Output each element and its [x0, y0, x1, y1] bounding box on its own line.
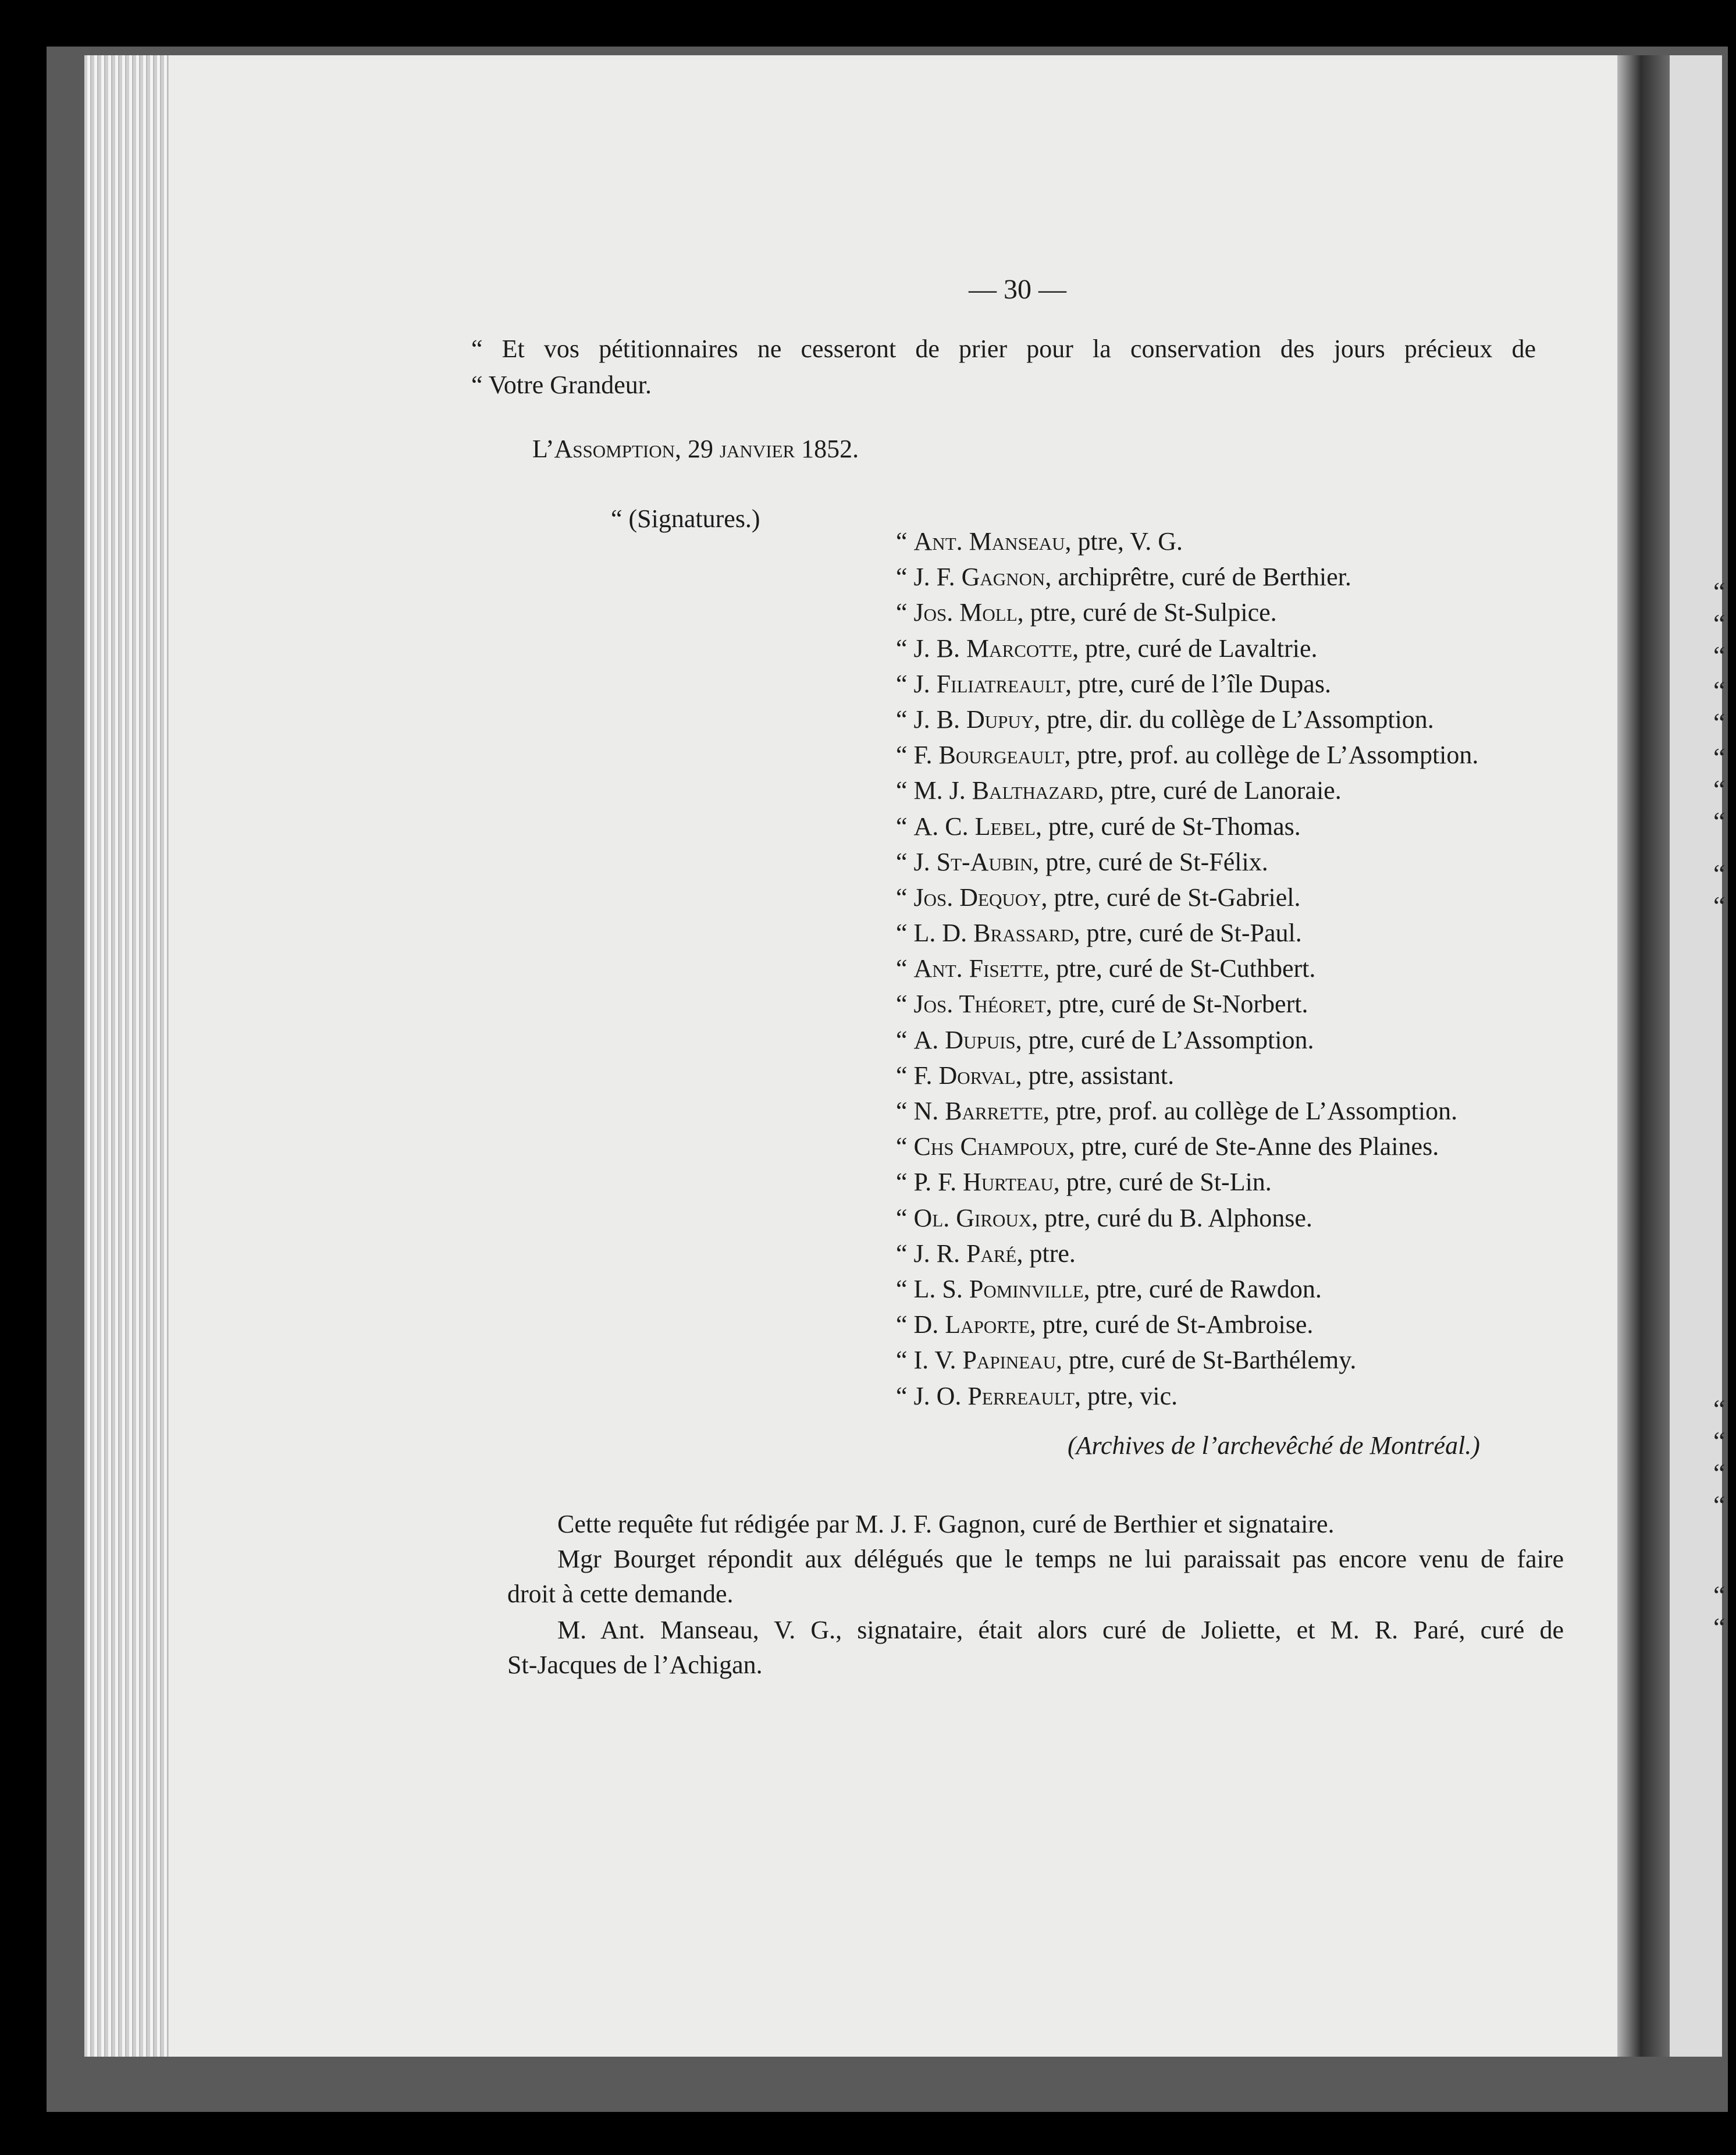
- signatory-name: L. D. Brassard: [913, 919, 1074, 948]
- signatory-role: , ptre, curé de St-Lin.: [1053, 1168, 1272, 1197]
- signature-line: [896, 1200, 1478, 1236]
- signature-line: [896, 737, 1478, 773]
- quote-mark: “: [896, 1203, 914, 1232]
- book-gutter: [1617, 55, 1670, 2057]
- closing-line-2: “ Votre Grandeur.: [471, 371, 652, 399]
- signature-line: [896, 1022, 1478, 1058]
- signature-line: [896, 1307, 1478, 1342]
- quote-mark: “: [896, 1310, 914, 1339]
- signatory-name: Jos. Dequoy: [913, 883, 1041, 912]
- quote-mark: “: [896, 1346, 914, 1375]
- paragraph-line-5: St-Jacques de l’Achigan.: [507, 1651, 763, 1679]
- signature-line: [896, 1093, 1478, 1129]
- signature-line: [896, 1271, 1478, 1307]
- signatory-name: Ol. Giroux: [913, 1203, 1032, 1232]
- archive-source: (Archives de l’archevêché de Montréal.): [1068, 1431, 1480, 1460]
- paragraph-line-4: M. Ant. Manseau, V. G., signataire, était alors curé de Joliette, et M. R. Paré, curé de: [557, 1616, 1564, 1644]
- signatory-role: , ptre, curé de St-Félix.: [1033, 847, 1268, 876]
- signatory-role: , ptre, curé de Ste-Anne des Plaines.: [1068, 1132, 1439, 1161]
- signatory-role: , ptre, curé de St-Barthélemy.: [1056, 1346, 1357, 1375]
- signatory-role: , ptre, dir. du collège de L’Assomption.: [1034, 705, 1434, 734]
- quote-mark: “: [896, 812, 914, 841]
- signature-line: [896, 1129, 1478, 1164]
- quote-mark: “: [896, 919, 914, 948]
- signatory-name: L. S. Pominville: [913, 1274, 1084, 1303]
- quote-mark: “: [896, 883, 914, 912]
- signature-line: [896, 880, 1478, 915]
- signatory-role: , ptre, curé du B. Alphonse.: [1031, 1203, 1312, 1232]
- facing-quote-mark: “: [1713, 1490, 1726, 1520]
- signatory-name: J. St-Aubin: [913, 847, 1033, 876]
- signature-line: [896, 631, 1478, 666]
- quote-mark: “: [896, 741, 914, 770]
- signatory-name: Jos. Théoret: [913, 990, 1046, 1019]
- signatory-role: , ptre, curé de l’île Dupas.: [1065, 669, 1331, 698]
- page-number: — 30 —: [969, 274, 1066, 305]
- signatory-role: , ptre, curé de St-Thomas.: [1036, 812, 1301, 841]
- signatory-role: , ptre.: [1016, 1239, 1076, 1268]
- signatory-role: , ptre, assistant.: [1015, 1061, 1175, 1090]
- quote-mark: “: [896, 990, 914, 1019]
- signatory-name: Jos. Moll: [913, 598, 1018, 627]
- page-edges: [84, 55, 172, 2057]
- signature-line: [896, 951, 1478, 986]
- signature-line: [896, 559, 1478, 595]
- facing-quote-mark: “: [1713, 1612, 1726, 1642]
- quote-mark: “: [896, 1025, 914, 1054]
- signature-line: [896, 986, 1478, 1022]
- paragraph-line-3: droit à cette demande.: [507, 1580, 734, 1608]
- signatory-name: D. Laporte: [913, 1310, 1030, 1339]
- signatory-role: , ptre, curé de St-Gabriel.: [1041, 883, 1301, 912]
- quote-mark: “: [896, 954, 914, 983]
- signatory-name: J. O. Perreault: [913, 1381, 1075, 1410]
- signature-line: [896, 1236, 1478, 1271]
- signatory-role: , archiprêtre, curé de Berthier.: [1045, 563, 1351, 592]
- signatures-label: “ (Signatures.): [611, 504, 760, 533]
- signatory-role: , ptre, curé de L’Assomption.: [1015, 1025, 1314, 1054]
- signatory-name: J. R. Paré: [913, 1239, 1017, 1268]
- facing-quote-mark: “: [1713, 609, 1726, 638]
- signatory-name: Ant. Manseau: [913, 527, 1065, 556]
- signature-line: [896, 666, 1478, 702]
- facing-quote-mark: “: [1713, 891, 1726, 920]
- facing-quote-mark: “: [1713, 641, 1726, 670]
- signatory-name: M. J. Balthazard: [913, 776, 1098, 805]
- facing-quote-mark: “: [1713, 806, 1726, 836]
- signatory-role: , ptre, prof. au collège de L’Assomption.: [1043, 1097, 1458, 1125]
- signatory-name: J. B. Dupuy: [913, 705, 1034, 734]
- facing-quote-mark: “: [1713, 774, 1726, 804]
- signatory-role: , ptre, V. G.: [1065, 527, 1183, 556]
- facing-quote-mark: “: [1713, 675, 1726, 705]
- signature-line: [896, 524, 1478, 559]
- signatory-name: J. B. Marcotte: [913, 634, 1073, 663]
- facing-quote-mark: “: [1713, 859, 1726, 888]
- signatory-name: A. Dupuis: [913, 1025, 1016, 1054]
- quote-mark: “: [896, 598, 914, 627]
- signatory-name: P. F. Hurteau: [913, 1168, 1054, 1197]
- facing-quote-mark: “: [1713, 1458, 1726, 1488]
- signature-line: [896, 915, 1478, 951]
- signatory-role: , ptre, curé de St-Sulpice.: [1017, 598, 1277, 627]
- signatory-role: , ptre, vic.: [1074, 1381, 1178, 1410]
- facing-quote-mark: “: [1713, 707, 1726, 737]
- place-date: L’Assomption, 29 janvier 1852.: [532, 435, 859, 463]
- signature-line: [896, 809, 1478, 844]
- facing-quote-mark: “: [1713, 742, 1726, 772]
- signature-line: [896, 702, 1478, 737]
- quote-mark: “: [896, 563, 914, 592]
- signatory-role: , ptre, curé de St-Norbert.: [1045, 990, 1308, 1019]
- signatory-role: , ptre, curé de Rawdon.: [1083, 1274, 1322, 1303]
- signature-list: [896, 524, 1478, 1414]
- facing-quote-mark: “: [1713, 1426, 1726, 1456]
- quote-mark: “: [896, 634, 914, 663]
- signatory-name: N. Barrette: [913, 1097, 1044, 1125]
- quote-mark: “: [896, 527, 914, 556]
- facing-quote-mark: “: [1713, 1394, 1726, 1424]
- signature-line: [896, 1378, 1478, 1414]
- signature-line: [896, 1342, 1478, 1378]
- quote-mark: “: [896, 1274, 914, 1303]
- quote-mark: “: [896, 1097, 914, 1125]
- signatory-name: A. C. Lebel: [913, 812, 1036, 841]
- signatory-role: , ptre, curé de St-Cuthbert.: [1043, 954, 1316, 983]
- signatory-role: , ptre, curé de Lanoraie.: [1097, 776, 1342, 805]
- quote-mark: “: [896, 1061, 914, 1090]
- signature-line: [896, 773, 1478, 808]
- signatory-role: , ptre, curé de St-Ambroise.: [1029, 1310, 1314, 1339]
- signature-line: [896, 595, 1478, 630]
- signatory-role: , ptre, curé de Lavaltrie.: [1072, 634, 1318, 663]
- signatory-name: J. F. Gagnon: [913, 563, 1045, 592]
- paragraph-line-2: Mgr Bourget répondit aux délégués que le temps ne lui paraissait pas encore venu de faire: [557, 1545, 1564, 1573]
- quote-mark: “: [896, 1381, 914, 1410]
- quote-mark: “: [896, 1168, 914, 1197]
- signatory-role: , ptre, curé de St-Paul.: [1073, 919, 1302, 948]
- signatory-name: I. V. Papineau: [913, 1346, 1056, 1375]
- facing-page-strip: [1670, 55, 1722, 2057]
- signatory-name: F. Bourgeault: [913, 741, 1065, 770]
- paragraph-line-1: Cette requête fut rédigée par M. J. F. Gagnon, curé de Berthier et signataire.: [557, 1510, 1335, 1538]
- signature-line: [896, 1058, 1478, 1093]
- signatory-name: J. Filiatreault: [913, 669, 1066, 698]
- signatory-name: Ant. Fisette: [913, 954, 1044, 983]
- signatory-name: Chs Champoux: [913, 1132, 1069, 1161]
- signature-line: [896, 1164, 1478, 1200]
- signatory-role: , ptre, prof. au collège de L’Assomption.: [1064, 741, 1479, 770]
- signatory-name: F. Dorval: [913, 1061, 1016, 1090]
- quote-mark: “: [896, 669, 914, 698]
- quote-mark: “: [896, 1239, 914, 1268]
- quote-mark: “: [896, 847, 914, 876]
- signature-line: [896, 844, 1478, 880]
- quote-mark: “: [896, 1132, 914, 1161]
- facing-quote-mark: “: [1713, 577, 1726, 606]
- facing-quote-mark: “: [1713, 1580, 1726, 1610]
- closing-line-1: “ Et vos pétitionnaires ne cesseront de prier pour la conservation des jours précieux de: [471, 335, 1536, 363]
- quote-mark: “: [896, 705, 914, 734]
- quote-mark: “: [896, 776, 914, 805]
